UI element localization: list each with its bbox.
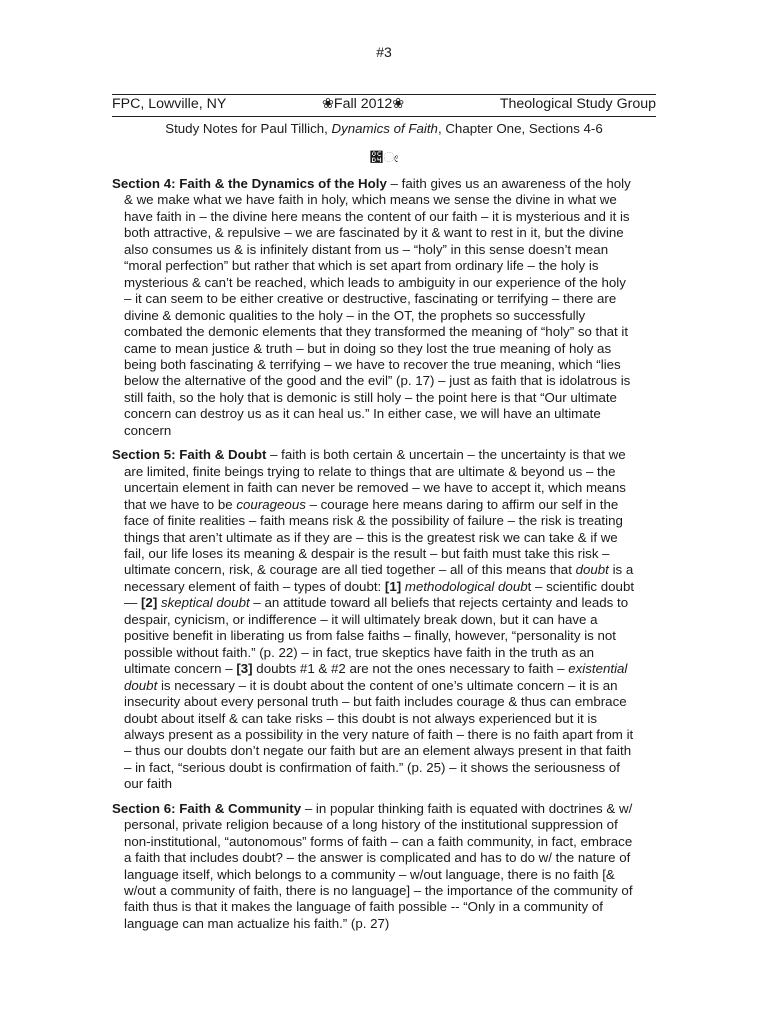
text-line — [112, 711, 659, 727]
section-6 — [112, 801, 659, 933]
text-line — [112, 242, 659, 258]
text-run: divine & demonic qualities to the holy – in the OT, the prophets so successfully — [124, 307, 586, 323]
text-line — [112, 341, 659, 357]
text-run: being both fascinating & terrifying – we have to recover the true meaning, which “lies — [124, 356, 621, 372]
header-organization: FPC, Lowville, NY — [112, 96, 227, 112]
document-header — [112, 94, 656, 117]
text-run: non-institutional, “autonomous” forms of faith – can a faith community, in fact, embrace — [124, 833, 633, 849]
text-line — [112, 899, 659, 915]
text-run: – in fact, “serious doubt is confirmation of faith.” (p. 25) – it shows the seriousness of — [124, 759, 620, 775]
bold-text: [3] — [236, 661, 253, 677]
italic-text: existential — [568, 661, 628, 677]
text-run: – an attitude toward all beliefs that rejects certainty and leads to — [249, 595, 629, 611]
text-run: uncertain element in faith can never be removed – we have to accept it, which means — [124, 480, 626, 496]
text-run: is a — [608, 562, 634, 578]
text-run: – courage here means daring to affirm our self in the — [305, 496, 619, 512]
text-run: w/out a community of faith, there is no language] – the importance of the community of — [124, 883, 633, 899]
text-run: “moral perfection” but rather that which is set apart from ordinary life – the holy is — [124, 258, 599, 274]
text-line — [112, 694, 659, 710]
text-line — [112, 883, 659, 899]
text-line — [112, 661, 659, 677]
text-line — [112, 546, 659, 562]
text-line — [112, 562, 659, 578]
italic-text: skeptical doubt — [160, 595, 250, 611]
text-run: – faith is both certain & uncertain – the uncertainty is that we — [266, 447, 626, 463]
text-line — [112, 530, 659, 546]
text-run: – in popular thinking faith is equated with doctrines & w/ — [301, 800, 633, 816]
header-group: Theological Study Group — [499, 96, 656, 112]
text-run: positive benefit in liberating us from false faiths – finally, however, “personality is not — [124, 628, 616, 644]
text-line — [112, 480, 659, 496]
text-run: language can man actualize his faith.” (p. 27) — [124, 915, 390, 931]
text-run: doubts #1 & #2 are not the ones necessary to faith – — [252, 661, 569, 677]
text-line — [112, 324, 659, 340]
italic-text: methodological doub — [404, 578, 528, 594]
text-line — [112, 817, 659, 833]
text-line — [112, 308, 659, 324]
section-4 — [112, 176, 659, 439]
text-line — [112, 258, 659, 274]
text-line — [112, 406, 659, 422]
text-run: ultimate concern – — [124, 661, 237, 677]
text-line — [112, 727, 659, 743]
text-run: both attractive, & repulsive – we are fascinated by it & want to rest in it, but the divine — [124, 225, 624, 241]
text-run: things that aren’t ultimate as if they are – this is the greatest risk we can take & if we — [124, 529, 618, 545]
text-line — [112, 275, 659, 291]
text-run: insecurity about every personal truth – but faith includes courage & thus can embrace — [124, 694, 627, 710]
text-line — [112, 867, 659, 883]
text-line — [112, 834, 659, 850]
text-line — [112, 390, 659, 406]
text-run: is necessary – it is doubt about the content of one’s ultimate concern – it is an — [157, 677, 618, 693]
text-run: doubt about itself & can take risks – this doubt is not always experienced but it is — [124, 710, 598, 726]
text-run: despair, cynicism, or indifference – it will ultimately break down, but it can have a — [124, 611, 598, 627]
text-run: concern can destroy us as it can heal us.” In either case, we will have an ultimate — [124, 406, 601, 422]
subtitle-suffix: , Chapter One, Sections 4-6 — [437, 121, 603, 136]
italic-text: doubt — [575, 562, 609, 578]
text-run: our faith — [124, 776, 173, 792]
text-run: still faith, so the holy that is demonic is still holy – the point here is that “Our ultimate — [124, 389, 617, 405]
text-line — [112, 579, 659, 595]
text-line — [112, 225, 659, 241]
text-line — [112, 464, 659, 480]
text-line — [112, 678, 659, 694]
text-run: – thus our doubts don’t negate our faith but are an element always present in that faith — [124, 743, 632, 759]
text-run: – faith gives us an awareness of the holy — [386, 176, 631, 191]
text-run: a faith that includes doubt? – the answer is complicated and has to do w/ the nature of — [124, 850, 631, 866]
bold-text: Section 4: Faith & the Dynamics of the Holy — [112, 176, 387, 191]
text-run: also consumes us & is infinitely distant from us – “holy” in this sense doesn’t mean — [124, 241, 609, 257]
text-run: fail, our life loses its meaning & despair is the result – but faith must take this risk – — [124, 545, 610, 561]
italic-text: courageous — [236, 496, 306, 512]
text-line — [112, 776, 659, 792]
text-run: face of finite realities – faith means risk & the possibility of failure – the risk is treating — [124, 513, 623, 529]
text-line — [112, 628, 659, 644]
text-run: are limited, finite beings trying to relate to things that are ultimate & beyond us – the — [124, 463, 616, 479]
bold-text: Section 5: Faith & Doubt — [112, 447, 267, 463]
header-term: ❀Fall 2012❀ — [322, 96, 405, 112]
text-run: faith thus is that it makes the language of faith possible -- “Only in a community of — [124, 899, 603, 915]
text-line — [112, 645, 659, 661]
text-run: — — [124, 595, 141, 611]
text-line — [112, 743, 659, 759]
text-line — [112, 447, 659, 463]
subtitle-prefix: Study Notes for Paul Tillich, — [165, 121, 332, 136]
text-run: t – scientific doubt — [527, 578, 635, 594]
italic-text: doubt — [124, 677, 158, 693]
text-run: personal, private religion because of a long history of the institutional suppression of — [124, 817, 618, 833]
document-body — [112, 176, 659, 940]
text-line — [112, 850, 659, 866]
text-line — [112, 513, 659, 529]
text-line — [112, 423, 659, 439]
bold-text: [1] — [384, 578, 402, 594]
text-line — [112, 373, 659, 389]
text-line — [112, 357, 659, 373]
document-subtitle — [0, 121, 768, 136]
text-run: that we have to be — [124, 496, 237, 512]
text-line — [112, 916, 659, 932]
text-run: have faith in – the divine here means the content of our faith – it is mysterious and it is — [124, 208, 630, 224]
page-number: #3 — [376, 44, 392, 60]
text-run: necessary element of faith – types of doubt: — [124, 578, 385, 594]
section-5 — [112, 447, 659, 793]
text-line — [112, 176, 659, 192]
text-line — [112, 192, 659, 208]
text-line — [112, 760, 659, 776]
bold-text: Section 6: Faith & Community — [112, 800, 302, 816]
text-run: mysterious & can’t be reached, which leads to ambiguity in our experience of the holy — [124, 274, 626, 290]
text-run: & we make what we have faith in holy, which means we sense the divine in what we — [124, 192, 617, 208]
text-line — [112, 595, 659, 611]
text-run: combated the demonic elements that they transformed the meaning of “holy” so that it — [124, 324, 629, 340]
text-line — [112, 497, 659, 513]
text-run: language itself, which belongs to a community – w/out language, there is no faith [& — [124, 866, 615, 882]
text-run: – it can seem to be either creative or destructive, fascinating or terrifying – there are — [124, 291, 617, 307]
text-line — [112, 801, 659, 817]
text-run: below the alternative of the good and the evil” (p. 17) – just as faith that is idolatrous is — [124, 373, 631, 389]
text-run: concern — [124, 422, 172, 438]
text-line — [112, 291, 659, 307]
text-run: ultimate concern, risk, & courage are all tied together – all of this means that — [124, 562, 576, 578]
text-line — [112, 209, 659, 225]
text-run: possible without faith.” (p. 22) – in fact, true skeptics have faith in the truth as an — [124, 644, 595, 660]
text-run: came to mean justice & truth – but in doing so they lost the true meaning of holy as — [124, 340, 612, 356]
book-title: Dynamics of Faith — [331, 121, 438, 136]
text-line — [112, 612, 659, 628]
ornament-divider: ೔ೕ — [369, 149, 399, 165]
text-run: always present as a possibility in the very nature of faith – there is no faith apart from it — [124, 726, 634, 742]
bold-text: [2] — [141, 595, 158, 611]
